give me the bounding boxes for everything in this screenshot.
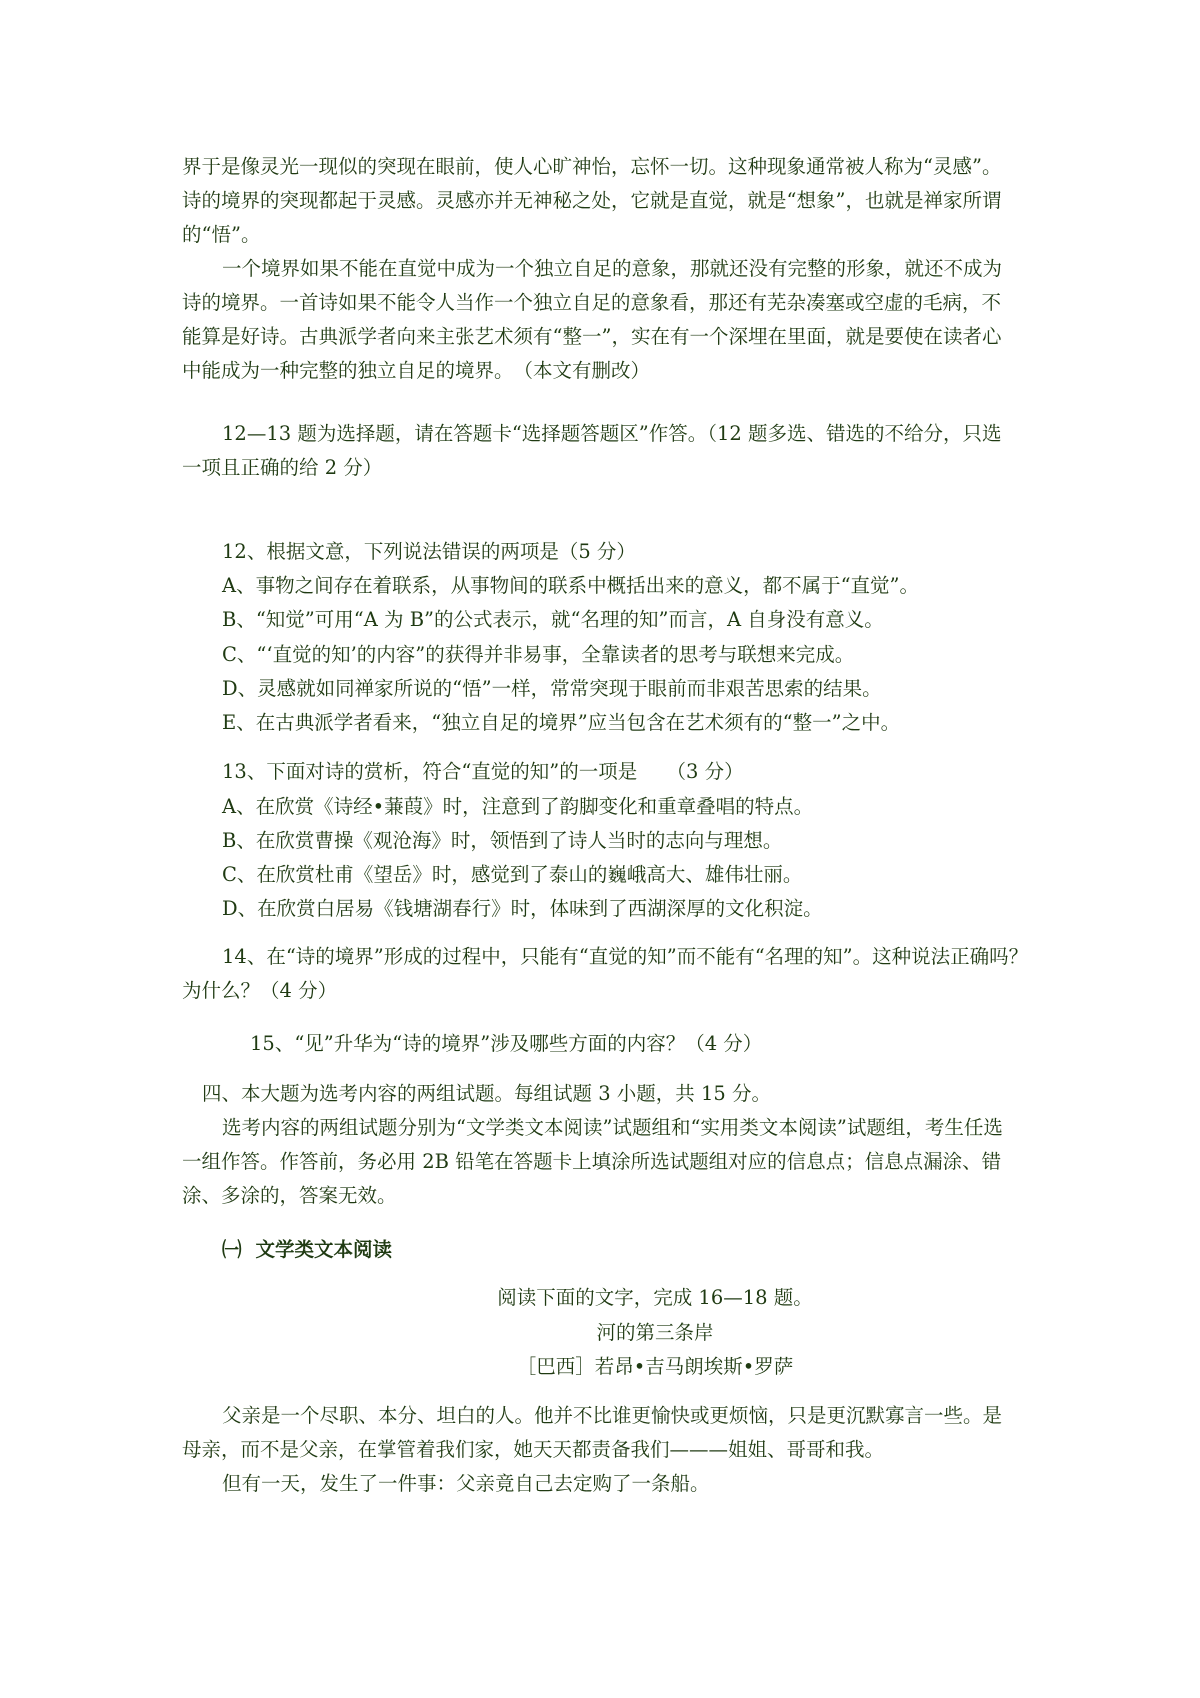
- section-4-instructions: [182, 1111, 1032, 1213]
- section-number: ㈠: [222, 1238, 242, 1261]
- reading-instruction: 阅读下面的文字，完成 16—18 题。: [497, 1286, 813, 1309]
- story-paragraph-2: 但有一天，发生了一件事：父亲竟自己去定购了一条船。: [222, 1472, 710, 1495]
- text-line: 能算是好诗。古典派学者向来主张艺术须有“整一”，实在有一个深埋在里面，就是要使在读者心: [182, 325, 1002, 348]
- text-line: 选考内容的两组试题分别为“文学类文本阅读”试题组和“实用类文本阅读”试题组，考生任选: [222, 1116, 1003, 1139]
- passage-paragraph-1: [182, 150, 1032, 252]
- text-line: 一个境界如果不能在直觉中成为一个独立自足的意象，那就还没有完整的形象，就还不成为: [222, 257, 1003, 280]
- question-13-stem: 13、下面对诗的赏析，符合“直觉的知”的一项是 （3 分）: [222, 760, 744, 783]
- question-12-option-a: A、事物之间存在着联系，从事物间的联系中概括出来的意义，都不属于“直觉”。: [222, 574, 920, 597]
- section-4-heading: 四、本大题为选考内容的两组试题。每组试题 3 小题，共 15 分。: [202, 1082, 772, 1105]
- question-15: 15、“见”升华为“诗的境界”涉及哪些方面的内容？（4 分）: [250, 1032, 763, 1055]
- story-title: 河的第三条岸: [596, 1321, 714, 1344]
- text-line: 涂、多涂的，答案无效。: [182, 1184, 397, 1207]
- question-13-option-a: A、在欣赏《诗经•蒹葭》时，注意到了韵脚变化和重章叠唱的特点。: [222, 795, 814, 818]
- text-line: 父亲是一个尽职、本分、坦白的人。他并不比谁更愉快或更烦恼，只是更沉默寡言一些。是: [222, 1404, 1003, 1427]
- text-line: 界于是像灵光一现似的突现在眼前，使人心旷神怡，忘怀一切。这种现象通常被人称为“灵感”。: [182, 155, 1002, 178]
- text-line: 诗的境界。一首诗如果不能令人当作一个独立自足的意象看，那还有芜杂凑塞或空虚的毛病，不: [182, 291, 1002, 314]
- text-line: 12—13 题为选择题，请在答题卡“选择题答题区”作答。（12 题多选、错选的不给分，只选: [222, 422, 1002, 445]
- question-14: [182, 940, 1032, 1008]
- text-line: 一组作答。作答前，务必用 2B 铅笔在答题卡上填涂所选试题组对应的信息点；信息点漏涂、错: [182, 1150, 1002, 1173]
- question-13-option-b: B、在欣赏曹操《观沧海》时，领悟到了诗人当时的志向与理想。: [222, 829, 783, 852]
- text-line: 中能成为一种完整的独立自足的境界。 （本文有删改）: [182, 359, 651, 382]
- literature-section-heading: [222, 1233, 392, 1267]
- text-line: 为什么？（4 分）: [182, 979, 338, 1002]
- passage-paragraph-2: [182, 252, 1032, 388]
- question-13-option-d: D、在欣赏白居易《钱塘湖春行》时，体味到了西湖深厚的文化积淀。: [222, 897, 823, 920]
- story-author: ［巴西］若昂•吉马朗埃斯•罗萨: [516, 1355, 794, 1378]
- text-line: 14、在“诗的境界”形成的过程中，只能有“直觉的知”而不能有“名理的知”。这种说法正确吗？: [222, 945, 1029, 968]
- section-title: 文学类文本阅读: [255, 1238, 393, 1261]
- choice-instructions: [182, 417, 1032, 485]
- question-13-option-c: C、在欣赏杜甫《望岳》时，感觉到了泰山的巍峨高大、雄伟壮丽。: [222, 863, 803, 886]
- story-paragraph-1: [182, 1399, 1032, 1467]
- text-line: 一项且正确的给 2 分）: [182, 456, 383, 479]
- question-12-option-c: C、“‘直觉的知’的内容”的获得并非易事，全靠读者的思考与联想来完成。: [222, 643, 855, 666]
- text-line: 的“悟”。: [182, 223, 261, 246]
- question-12-option-d: D、灵感就如同禅家所说的“悟”一样，常常突现于眼前而非艰苦思索的结果。: [222, 677, 882, 700]
- question-12-option-b: B、“知觉”可用“A 为 B”的公式表示，就“名理的知”而言，A 自身没有意义。: [222, 608, 884, 631]
- text-line: 诗的境界的突现都起于灵感。灵感亦并无神秘之处，它就是直觉，就是“想象”，也就是禅家所谓: [182, 189, 1002, 212]
- question-12-option-e: E、在古典派学者看来，“独立自足的境界”应当包含在艺术须有的“整一”之中。: [222, 711, 901, 734]
- text-line: 母亲，而不是父亲，在掌管着我们家，她天天都责备我们———姐姐、哥哥和我。: [182, 1438, 885, 1461]
- question-12-stem: 12、根据文意，下列说法错误的两项是（5 分）: [222, 540, 636, 563]
